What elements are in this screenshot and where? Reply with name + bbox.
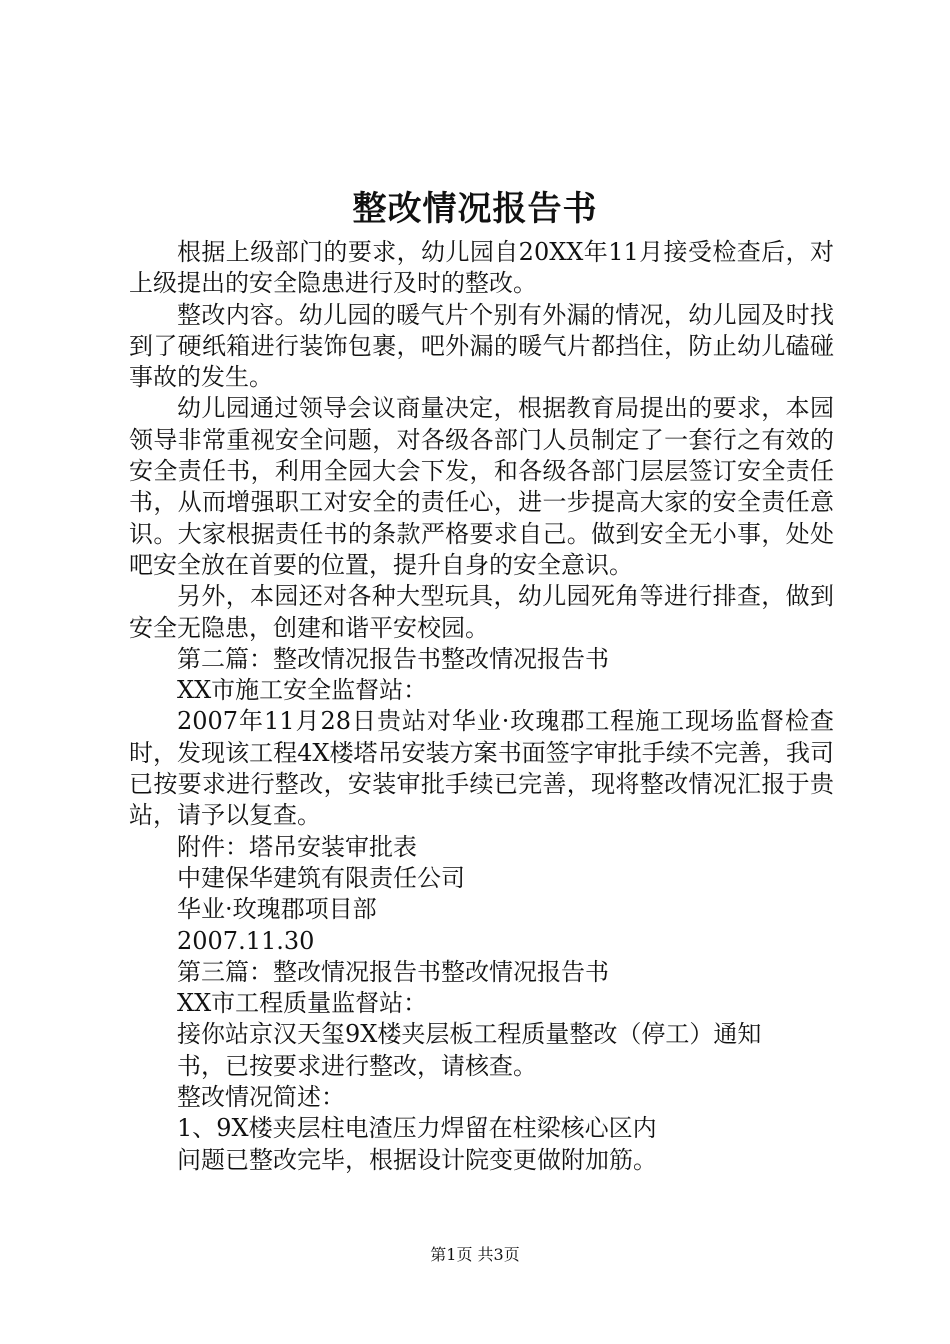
paragraph-4: 另外，本园还对各种大型玩具，幼儿园死角等进行排查，做到安全无隐患，创建和谐平安校园。 <box>129 582 834 642</box>
section2-date: 2007.11.30 <box>177 926 315 955</box>
section2-addressee: XX市施工安全监督站： <box>177 676 428 705</box>
section2-company: 中建保华建筑有限责任公司 <box>177 863 465 892</box>
page-indicator: 第1页 共3页 <box>430 1245 520 1264</box>
document-body <box>129 237 834 1176</box>
section3-addressee: XX市工程质量监督站： <box>177 989 428 1018</box>
section3-item-1: 1、9X楼夹层柱电渣压力焊留在柱梁核心区内 <box>177 1114 657 1143</box>
section3-item-1-detail: 问题已整改完毕，根据设计院变更做附加筋。 <box>177 1145 657 1174</box>
section3-body: 接你站京汉天玺9X楼夹层板工程质量整改（停工）通知书，已按要求进行整改，请核查。 <box>177 1020 762 1080</box>
section3-summary-label: 整改情况简述： <box>177 1083 345 1112</box>
paragraph-3: 幼儿园通过领导会议商量决定，根据教育局提出的要求，本园领导非常重视安全问题，对各级各部门人员制定了一套行之有效的安全责任书，利用全园大会下发，和各级各部门层层签订安全责任书，从而增强职工对安全的责任心，进一步提高大家的安全责任意识。大家根据责任书的条款严格要求自己。做到安全无小事，处处吧安全放在首要的位置，提升自身的安全意识。 <box>129 394 834 579</box>
section2-department: 华业·玫瑰郡项目部 <box>177 895 377 924</box>
section2-body: 2007年11月28日贵站对华业·玫瑰郡工程施工现场监督检查时，发现该工程4X楼塔吊安装方案书面签字审批手续不完善，我司已按要求进行整改，安装审批手续已完善，现将整改情况汇报于贵站，请予以复查。 <box>129 707 834 830</box>
document-title: 整改情况报告书 <box>352 189 598 229</box>
paragraph-1: 根据上级部门的要求，幼儿园自20XX年11月接受检查后，对上级提出的安全隐患进行及时的整改。 <box>129 238 834 298</box>
paragraph-2: 整改内容。幼儿园的暖气片个别有外漏的情况，幼儿园及时找到了硬纸箱进行装饰包裹，吧外漏的暖气片都挡住，防止幼儿磕碰事故的发生。 <box>129 300 834 392</box>
section2-attachment: 附件：塔吊安装审批表 <box>177 832 417 861</box>
section3-heading: 第三篇：整改情况报告书整改情况报告书 <box>177 957 609 986</box>
section2-heading: 第二篇：整改情况报告书整改情况报告书 <box>177 644 609 673</box>
